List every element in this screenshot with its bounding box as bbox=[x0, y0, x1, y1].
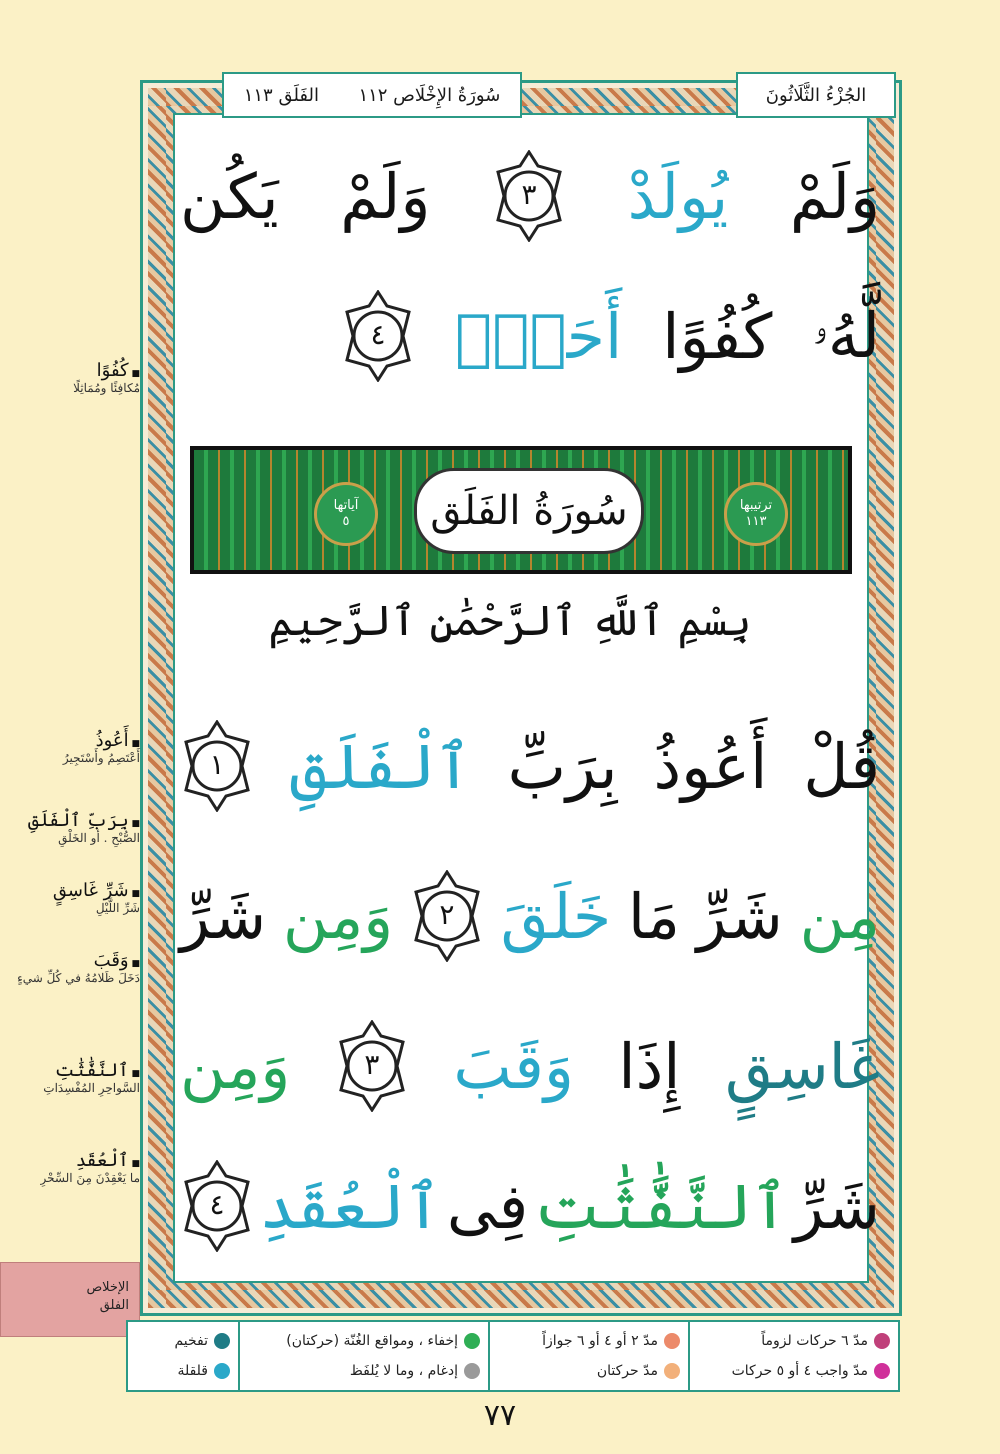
side-tab-surahs[interactable] bbox=[0, 1262, 140, 1337]
verse-line-3 bbox=[180, 720, 880, 812]
legend-color-dot bbox=[464, 1333, 480, 1349]
verse-line-6 bbox=[180, 1160, 880, 1252]
legend-label: مدّ ٦ حركات لزوماً bbox=[761, 1333, 868, 1349]
verse-word: بِرَبِّ bbox=[507, 729, 618, 803]
page-number: ٧٧ bbox=[483, 1398, 517, 1433]
legend-label: قلقلة bbox=[177, 1363, 208, 1379]
legend-label: مدّ ٢ أو ٤ أو ٦ جوازاً bbox=[542, 1333, 658, 1349]
side-tab-falaq: الفلق bbox=[99, 1298, 129, 1313]
glossary-meaning: السَّواحِرِ المُفْسِدَاتِ bbox=[43, 1081, 140, 1095]
legend-column bbox=[238, 1322, 488, 1390]
order-badge bbox=[724, 482, 788, 546]
verse-word: شَرِّ bbox=[696, 879, 783, 953]
ayah-number: ٤ bbox=[370, 318, 386, 351]
glossary-meaning: الصُّبْحِ . أو الخَلْقِ bbox=[58, 831, 140, 845]
legend-column bbox=[688, 1322, 898, 1390]
header-juz bbox=[736, 72, 896, 118]
surah-title-text: سُورَةُ الفَلَق bbox=[430, 488, 628, 534]
ayah-marker bbox=[341, 290, 415, 382]
verse-word: شَرِّ bbox=[180, 879, 267, 953]
legend-color-dot bbox=[664, 1333, 680, 1349]
legend-item bbox=[498, 1363, 680, 1379]
verse-word: وَقَبَ bbox=[453, 1029, 574, 1103]
glossary-note bbox=[10, 810, 140, 845]
verse-word: لَّهُۥ bbox=[812, 299, 880, 372]
verse-line-5 bbox=[180, 1020, 880, 1112]
verse-word: أَعُوذُ bbox=[653, 729, 768, 803]
legend-color-dot bbox=[664, 1363, 680, 1379]
verse-word: ٱلنَّفَّٰثَٰتِ bbox=[533, 1169, 789, 1243]
verses-badge bbox=[314, 482, 378, 546]
verse-word: يَكُن bbox=[180, 159, 279, 233]
surah-title bbox=[414, 468, 644, 554]
verses-label: آياتها bbox=[333, 498, 359, 513]
surah-banner bbox=[190, 446, 852, 574]
glossary-word: ■ ٱلْعُقَدِ bbox=[10, 1150, 140, 1171]
glossary-word: ■ وَقَبَ bbox=[10, 950, 140, 971]
header-surah-falaq: الفَلَق ١١٣ bbox=[243, 84, 320, 106]
legend-label: تفخيم bbox=[174, 1333, 208, 1349]
order-value: ١١٣ bbox=[745, 514, 767, 529]
verse-word: مِن bbox=[799, 879, 880, 953]
basmala: بِسْمِ ٱللَّهِ ٱلرَّحْمَٰنِ ٱلرَّحِيمِ bbox=[268, 596, 752, 645]
ayah-marker bbox=[335, 1020, 409, 1112]
glossary-meaning: شَرِّ اللَّيْلِ bbox=[95, 901, 140, 915]
verse-word: قُلْ bbox=[803, 729, 880, 803]
header-surah-ikhlas: سُورَةُ الإِخْلَاص ١١٢ bbox=[358, 84, 501, 106]
legend-label: مدّ واجب ٤ أو ٥ حركات bbox=[731, 1363, 868, 1379]
verse-word: أَحَدٌۢ bbox=[455, 299, 623, 373]
glossary-word: ■ بِرَبِّ ٱلْفَلَقِ bbox=[10, 810, 140, 831]
verse-word: شَرِّ bbox=[793, 1169, 880, 1243]
verse-word: إِذَا bbox=[618, 1029, 681, 1103]
page-frame bbox=[140, 80, 902, 1316]
ayah-number: ٣ bbox=[364, 1048, 380, 1081]
ayah-marker bbox=[180, 1160, 254, 1252]
verse-word: فِى bbox=[446, 1169, 529, 1243]
verse-line-4 bbox=[180, 870, 880, 962]
ayah-marker bbox=[492, 150, 566, 242]
legend-item bbox=[136, 1333, 230, 1349]
verse-word: ٱلْعُقَدِ bbox=[259, 1169, 442, 1243]
verse-word: ٱلْفَلَقِ bbox=[290, 729, 472, 803]
side-tab-ikhlas: الإخلاص bbox=[86, 1280, 129, 1295]
verse-word: وَلَمْ bbox=[789, 159, 880, 233]
glossary-meaning: أَعْتَصِمُ وأَسْتَجِيرُ bbox=[62, 751, 140, 765]
legend-item bbox=[698, 1363, 890, 1379]
verse-word: خَلَقَ bbox=[500, 879, 612, 953]
legend-column bbox=[128, 1322, 238, 1390]
legend-label: مدّ حركتان bbox=[596, 1363, 658, 1379]
legend-label: إدغام ، وما لا يُلفَظ bbox=[349, 1363, 458, 1379]
verses-value: ٥ bbox=[342, 514, 350, 529]
legend-item bbox=[498, 1333, 680, 1349]
legend-color-dot bbox=[464, 1363, 480, 1379]
ayah-marker bbox=[410, 870, 484, 962]
ayah-marker bbox=[180, 720, 254, 812]
tajweed-legend bbox=[126, 1320, 900, 1392]
glossary-meaning: مُكافِئًا ومُمَاثِلًا bbox=[73, 381, 140, 395]
glossary-note bbox=[10, 880, 140, 915]
glossary-word: ■ ٱلنَّفَّٰثَٰتِ bbox=[10, 1060, 140, 1081]
ayah-number: ٢ bbox=[439, 898, 455, 931]
glossary-word: ■ كُفُوًا bbox=[10, 360, 140, 381]
legend-label: إخفاء ، ومواقع الغُنّة (حركتان) bbox=[286, 1333, 458, 1349]
legend-color-dot bbox=[874, 1363, 890, 1379]
glossary-meaning: دَخَلَ ظَلامُهُ في كُلِّ شيءٍ bbox=[17, 971, 140, 985]
verse-word: مَا bbox=[627, 879, 681, 953]
verse-word: وَلَمْ bbox=[340, 159, 431, 233]
glossary-note bbox=[10, 950, 140, 985]
legend-item bbox=[136, 1363, 230, 1379]
legend-item bbox=[698, 1333, 890, 1349]
legend-color-dot bbox=[214, 1363, 230, 1379]
legend-column bbox=[488, 1322, 688, 1390]
verse-word: يُولَدْ bbox=[627, 159, 729, 233]
glossary-note bbox=[10, 730, 140, 765]
header-juz-label: الجُزْءُ الثَّلَاثُونَ bbox=[765, 84, 867, 106]
legend-item bbox=[248, 1333, 480, 1349]
glossary-note bbox=[10, 1150, 140, 1185]
ayah-number: ١ bbox=[209, 748, 225, 781]
legend-color-dot bbox=[214, 1333, 230, 1349]
glossary-note bbox=[10, 360, 140, 395]
legend-color-dot bbox=[874, 1333, 890, 1349]
glossary-word: ■ شَرِّ غَاسِقٍ bbox=[10, 880, 140, 901]
glossary-word: ■ أَعُوذُ bbox=[10, 730, 140, 751]
verse-line-2 bbox=[180, 290, 880, 382]
order-label: ترتيبها bbox=[739, 498, 773, 513]
glossary-meaning: ما يَعْقِدْنَ مِنَ السِّحْرِ bbox=[40, 1171, 140, 1185]
verse-word: غَاسِقٍ bbox=[725, 1029, 880, 1103]
glossary-note bbox=[10, 1060, 140, 1095]
verse-word: وَمِن bbox=[282, 879, 394, 953]
verse-word: كُفُوًا bbox=[662, 299, 773, 373]
ayah-number: ٤ bbox=[209, 1188, 225, 1221]
legend-item bbox=[248, 1363, 480, 1379]
verse-line-1 bbox=[180, 150, 880, 242]
header-surah-names bbox=[222, 72, 522, 118]
verse-word: وَمِن bbox=[180, 1029, 291, 1103]
ayah-number: ٣ bbox=[521, 178, 537, 211]
